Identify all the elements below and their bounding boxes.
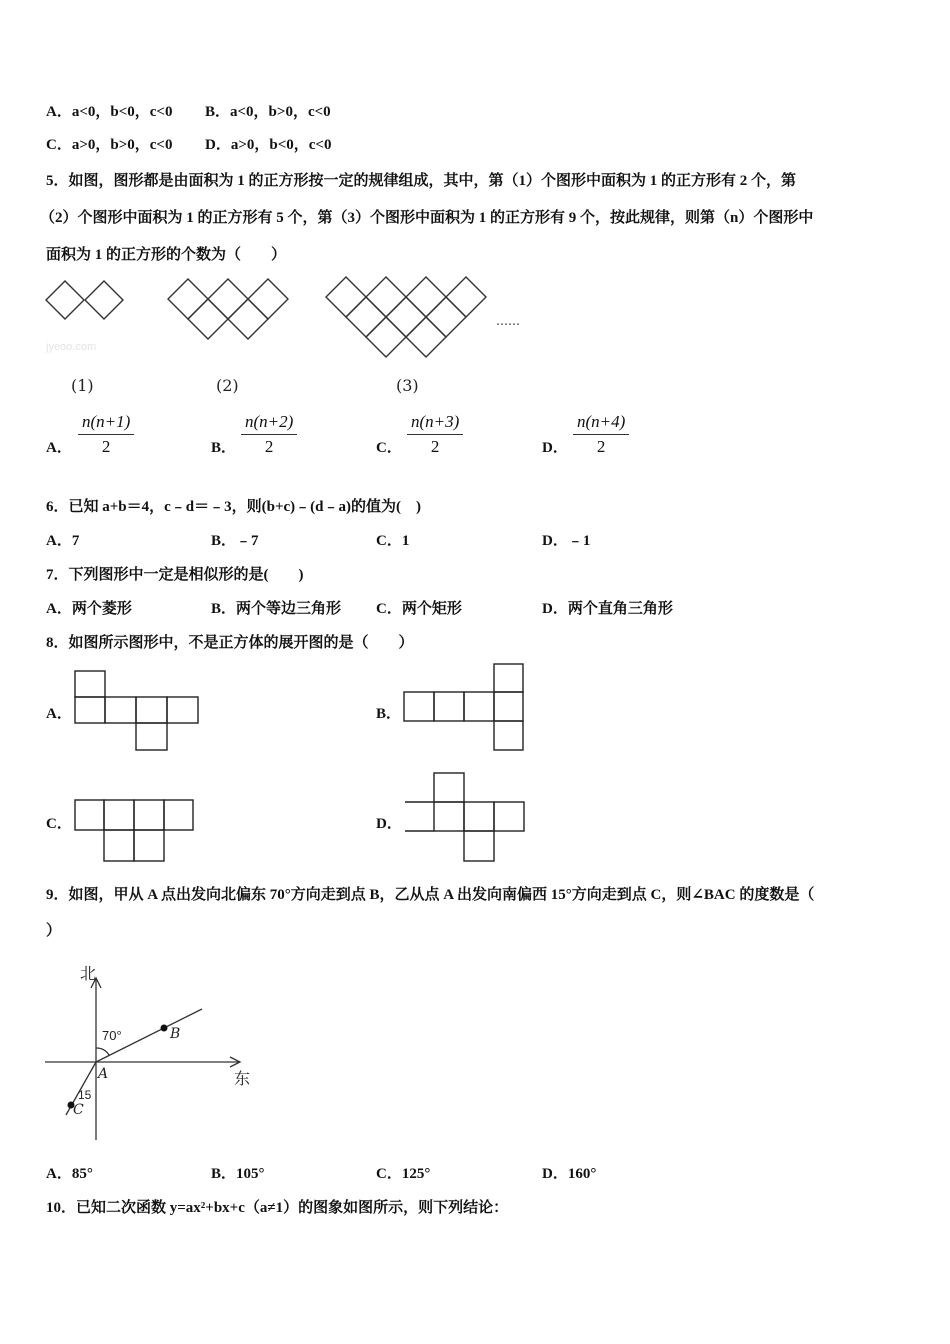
watermark-text: jyeoo.com <box>46 341 97 353</box>
q9-north-label: 北 <box>80 964 97 983</box>
q5-pattern-figure-2 <box>167 278 289 340</box>
q9-east-label: 东 <box>234 1069 251 1088</box>
q9-angle-15-label: 15 <box>78 1088 92 1102</box>
q8-option-a-net <box>74 670 200 752</box>
q4-option-b: B．a<0，b>0，c<0 <box>205 104 331 120</box>
q7-option-b: B．两个等边三角形 <box>211 601 342 617</box>
q8-option-a-letter: A． <box>46 706 72 722</box>
q5-option-d-denominator: 2 <box>596 437 606 456</box>
q5-stem-line3: 面积为 1 的正方形的个数为（ ） <box>46 247 287 263</box>
q5-option-d-numerator: n(n+4) <box>573 412 629 435</box>
q7-option-d: D．两个直角三角形 <box>542 601 673 617</box>
q8-stem: 8．如图所示图形中，不是正方体的展开图的是（ ） <box>46 635 414 651</box>
q6-option-d: D．﹣1 <box>542 533 591 549</box>
q8-option-b-letter: B． <box>376 706 402 722</box>
q8-option-c-letter: C． <box>46 816 72 832</box>
q5-option-a-fraction <box>78 412 134 457</box>
q5-option-d-fraction <box>573 412 629 457</box>
q7-stem: 7．下列图形中一定是相似形的是( ) <box>46 567 304 583</box>
q5-figure-3-label: (3) <box>396 376 419 395</box>
q9-option-c: C．125° <box>376 1166 431 1182</box>
q9-point-c-label: C <box>73 1102 84 1118</box>
q6-stem: 6．已知 a+b＝4，c﹣d＝﹣3，则(b+c)﹣(d﹣a)的值为( ) <box>46 499 422 515</box>
q5-option-b-fraction <box>241 412 297 457</box>
q8-option-d-net <box>404 772 528 863</box>
q5-option-b-denominator: 2 <box>264 437 274 456</box>
q9-point-a-label: A <box>98 1066 109 1082</box>
q6-option-b: B．﹣7 <box>211 533 259 549</box>
q6-option-a: A．7 <box>46 533 80 549</box>
angle-70-arc <box>96 1048 109 1055</box>
q8-option-b-net <box>403 663 525 752</box>
q5-option-d-letter: D． <box>542 440 568 456</box>
q5-ellipsis: …… <box>496 314 520 328</box>
q5-option-c-fraction <box>407 412 463 457</box>
q5-figure-2-label: (2) <box>216 376 239 395</box>
q4-option-d: D．a>0，b<0，c<0 <box>205 137 332 153</box>
q5-option-c-letter: C． <box>376 440 402 456</box>
q5-pattern-figure-1 <box>45 280 127 322</box>
q9-point-b-label: B <box>170 1026 181 1042</box>
q5-figure-1-label: (1) <box>71 376 94 395</box>
q5-option-b-numerator: n(n+2) <box>241 412 297 435</box>
q5-stem-line1: 5．如图，图形都是由面积为 1 的正方形按一定的规律组成，其中，第（1）个图形中面积为 1 的正方形有 2 个，第 <box>46 173 797 189</box>
q5-option-a-denominator: 2 <box>101 437 111 456</box>
q9-stem-line2: ） <box>46 923 62 939</box>
q5-option-c-numerator: n(n+3) <box>407 412 463 435</box>
point-b-dot <box>161 1025 168 1032</box>
q5-option-a-letter: A． <box>46 440 72 456</box>
q5-option-c-denominator: 2 <box>430 437 440 456</box>
q8-option-d-letter: D． <box>376 816 402 832</box>
q4-option-c: C．a>0，b>0，c<0 <box>46 137 173 153</box>
q9-option-a: A．85° <box>46 1166 93 1182</box>
q7-option-c: C．两个矩形 <box>376 601 462 617</box>
q8-option-c-net <box>74 799 196 863</box>
q9-stem-line1: 9．如图，甲从 A 点出发向北偏东 70°方向走到点 B，乙从点 A 出发向南偏西 15°方向走到点 C，则∠BAC 的度数是（ <box>46 887 815 903</box>
q4-option-a: A．a<0，b<0，c<0 <box>46 104 173 120</box>
q5-stem-line2: （2）个图形中面积为 1 的正方形有 5 个，第（3）个图形中面积为 1 的正方形有 9 个，按此规律，则第（n）个图形中 <box>40 210 814 226</box>
q5-option-b-letter: B． <box>211 440 237 456</box>
q9-option-d: D．160° <box>542 1166 597 1182</box>
q9-angle-70-label: 70° <box>102 1028 122 1043</box>
q6-option-c: C．1 <box>376 533 410 549</box>
q10-stem: 10．已知二次函数 y=ax²+bx+c（a≠1）的图象如图所示，则下列结论： <box>46 1200 509 1216</box>
q9-option-b: B．105° <box>211 1166 265 1182</box>
q7-option-a: A．两个菱形 <box>46 601 132 617</box>
q5-pattern-figure-3 <box>325 276 487 358</box>
q5-option-a-numerator: n(n+1) <box>78 412 134 435</box>
